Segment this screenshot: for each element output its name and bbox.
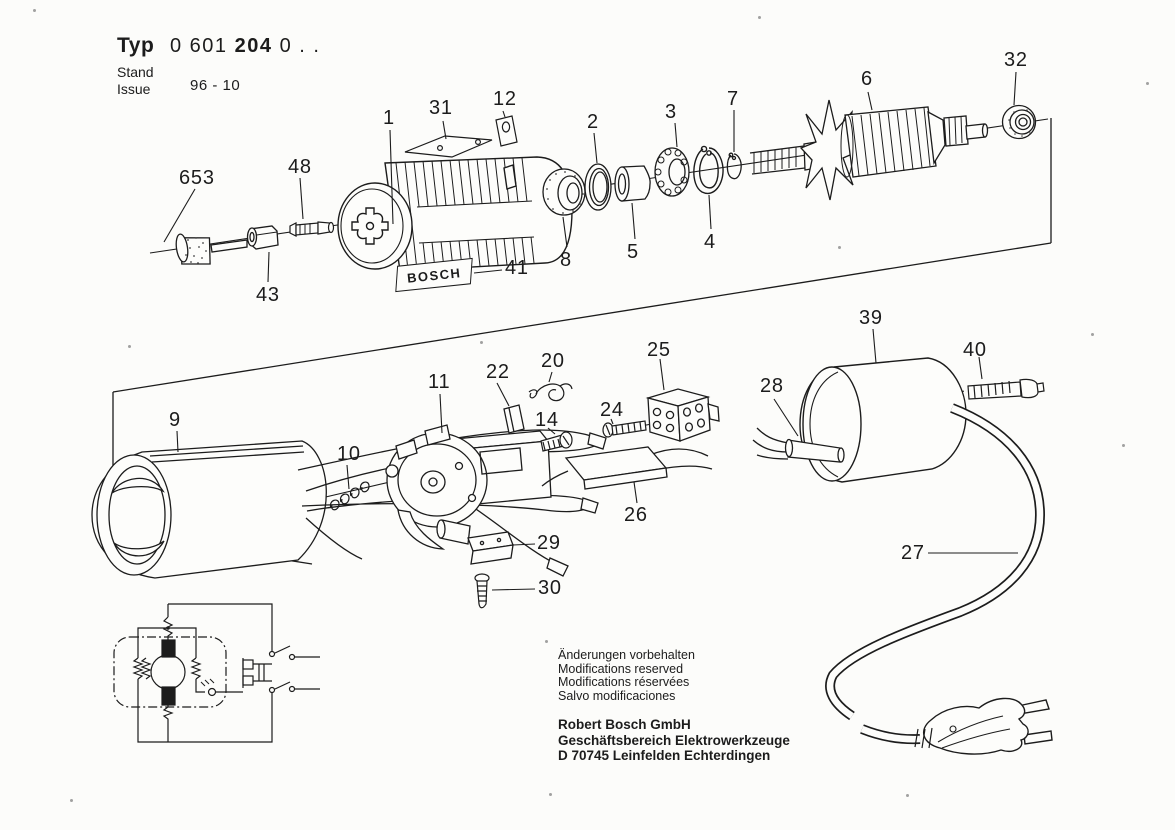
part-5-sleeve-drawing <box>615 166 650 201</box>
type-label: Typ <box>117 34 155 57</box>
company-address: D 70745 Leinfelden Echterdingen <box>558 748 771 763</box>
type-number-left: 0 601 <box>170 35 228 57</box>
part-label-4: 4 <box>704 231 716 253</box>
part-26-suppressor-drawing <box>542 447 712 489</box>
part-label-40: 40 <box>963 339 987 361</box>
part-31-plate-drawing <box>405 136 492 157</box>
scan-speck <box>70 799 73 802</box>
part-8-ring-drawing <box>543 169 585 215</box>
part-29-clamp-drawing <box>468 532 513 564</box>
part-20-spiral-spring-drawing <box>529 384 572 401</box>
part-label-11: 11 <box>428 371 451 393</box>
company-name: Robert Bosch GmbH <box>558 717 691 732</box>
note-line-en: Modifications reserved <box>558 661 684 676</box>
bosch-logo-text: BOSCH <box>406 264 462 286</box>
part-22-carbon-brush-drawing <box>504 405 524 433</box>
scan-speck <box>1091 333 1094 336</box>
part-label-31: 31 <box>429 97 453 119</box>
note-line-de: Änderungen vorbehalten <box>558 648 695 662</box>
scan-speck <box>1122 444 1125 447</box>
part-3-bearing-drawing <box>655 148 689 196</box>
part-24-screw-drawing <box>603 421 646 437</box>
part-label-9: 9 <box>169 409 181 431</box>
scan-speck <box>480 341 483 344</box>
part-48-collet-screw-drawing <box>290 222 334 236</box>
type-number-mid: 204 <box>234 35 273 57</box>
type-number <box>170 35 320 58</box>
part-label-32: 32 <box>1004 49 1028 71</box>
part-label-2: 2 <box>587 111 599 133</box>
issue-label: Issue <box>117 81 151 97</box>
part-label-29: 29 <box>537 532 561 554</box>
part-label-41: 41 <box>505 257 529 279</box>
part-label-22: 22 <box>486 361 510 383</box>
type-number-right: 0 . . <box>279 35 321 57</box>
mains-plug-drawing <box>915 698 1052 754</box>
part-label-3: 3 <box>665 101 677 123</box>
part-12-block-drawing <box>496 116 517 146</box>
part-14-screw-drawing <box>541 432 572 451</box>
part-label-1: 1 <box>383 107 395 129</box>
part-label-12: 12 <box>493 88 517 110</box>
scan-speck <box>758 16 761 19</box>
scan-speck <box>33 9 36 12</box>
part-label-5: 5 <box>627 241 639 263</box>
part-2-ring-drawing <box>585 164 611 210</box>
part-label-6: 6 <box>861 68 873 90</box>
note-line-es: Salvo modificaciones <box>558 688 676 703</box>
part-653-grinding-stone-drawing <box>175 233 247 268</box>
part-43-collet-nut-drawing <box>248 226 279 249</box>
scan-speck <box>549 793 552 796</box>
company-division: Geschäftsbereich Elektrowerkzeuge <box>558 732 790 748</box>
part-label-39: 39 <box>859 307 883 329</box>
issue-value: 96 - 10 <box>190 77 241 94</box>
part-label-28: 28 <box>760 375 784 397</box>
part-label-27: 27 <box>901 542 925 564</box>
note-line-fr: Modifications réservées <box>558 675 690 689</box>
part-6-armature-drawing <box>750 100 988 200</box>
part-label-653: 653 <box>179 167 215 189</box>
part-40-screw-drawing <box>968 379 1044 399</box>
part-label-8: 8 <box>560 249 572 271</box>
wiring-schematic <box>114 604 320 742</box>
part-label-30: 30 <box>538 577 562 599</box>
part-label-20: 20 <box>541 350 565 372</box>
part-label-48: 48 <box>288 156 312 178</box>
scan-speck <box>545 640 548 643</box>
part-39-cap-drawing <box>800 358 966 482</box>
stand-label: Stand <box>117 64 154 80</box>
part-label-10: 10 <box>337 443 361 465</box>
part-label-14: 14 <box>535 409 559 431</box>
part-label-25: 25 <box>647 339 671 361</box>
part-label-24: 24 <box>600 399 624 421</box>
scan-speck <box>1146 82 1149 85</box>
part-label-43: 43 <box>256 284 280 306</box>
part-30-screw-drawing <box>475 574 489 608</box>
part-label-26: 26 <box>624 504 648 526</box>
footer-text-block <box>558 649 790 764</box>
part-1-motor-housing-drawing <box>338 157 572 271</box>
part-label-7: 7 <box>727 88 739 110</box>
scan-speck <box>128 345 131 348</box>
part-25-switch-drawing <box>648 389 719 441</box>
scan-speck <box>906 794 909 797</box>
part-32-bearing-drawing <box>1003 106 1036 139</box>
scan-speck <box>838 246 841 249</box>
part-11-brush-holder-drawing <box>386 425 551 549</box>
